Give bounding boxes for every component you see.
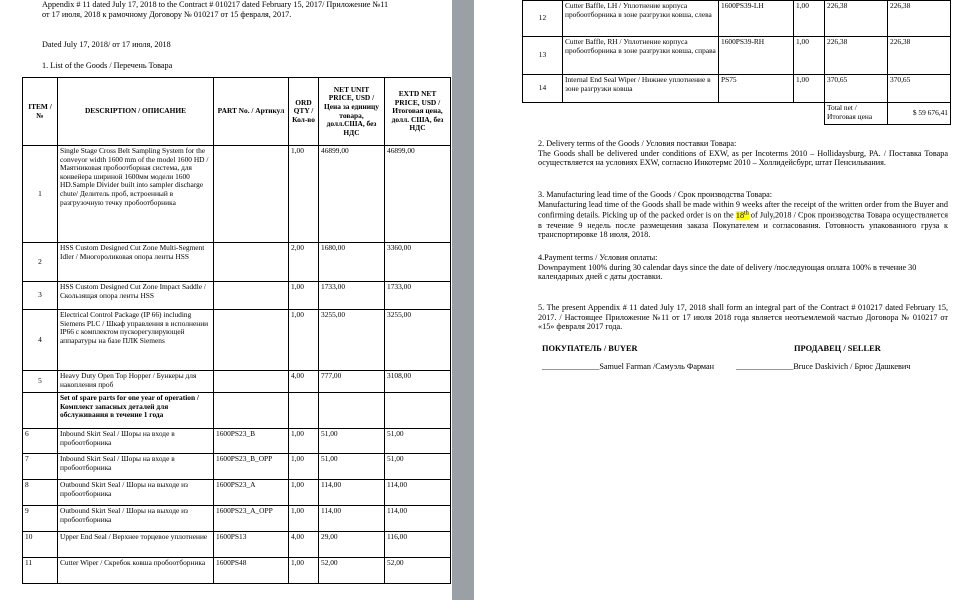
cell-qty: 2,00 bbox=[289, 243, 319, 282]
cell-item: 5 bbox=[23, 371, 58, 393]
cell-qty: 1,00 bbox=[289, 429, 319, 454]
cell-description: HSS Custom Designed Cut Zone Impact Saddle /Скользящая опора ленты HSS bbox=[58, 282, 214, 310]
cell-extd-price: 114,00 bbox=[385, 480, 451, 506]
cell-extd-price: 1733,00 bbox=[385, 282, 451, 310]
cell-unit-price: 114,00 bbox=[319, 480, 385, 506]
table-row bbox=[23, 532, 451, 558]
cell-description: Cutter Wiper / Скребок ковша пробоотборника bbox=[58, 558, 214, 584]
table-row bbox=[523, 37, 951, 75]
col-part-header: PART No. / Артикул bbox=[214, 78, 289, 146]
cell-unit-price: 51,00 bbox=[319, 429, 385, 454]
cell-extd-price: 370,65 bbox=[888, 75, 951, 103]
table-row bbox=[23, 146, 451, 243]
cell-extd-price: 3108,00 bbox=[385, 371, 451, 393]
cell-qty: 1,00 bbox=[794, 1, 825, 37]
cell-item: 10 bbox=[23, 532, 58, 558]
cell-description: Single Stage Cross Belt Sampling System for the conveyor width 1600 mm of the model 1600 HD / Маятниковая пробоотборная система, для конвейера шириной 1600мм модели 1600 HD.Sample Divider built into sampler discharge chute/ Делитель проб, встроенный в разгрузочную течку пробоотборника bbox=[58, 146, 214, 243]
cell-part bbox=[214, 282, 289, 310]
cell-description: Electrical Control Package (IP 66) including Siemens PLC / Шкаф управления в исполнении IP66 с комплектом пускорегулирующей аппаратуры на базе ПЛК Siemens bbox=[58, 310, 214, 371]
table-row bbox=[23, 429, 451, 454]
cell-item: 6 bbox=[23, 429, 58, 454]
goods-table bbox=[22, 77, 451, 584]
delivery-terms-title: 2. Delivery terms of the Goods / Условия поставки Товара: bbox=[538, 139, 737, 148]
cell-item: 14 bbox=[523, 75, 563, 103]
cell-unit-price: 29,00 bbox=[319, 532, 385, 558]
cell-item: 7 bbox=[23, 454, 58, 480]
buyer-label: ПОКУПАТЕЛЬ / BUYER bbox=[542, 344, 638, 353]
cell-description: Internal End Seal Wiper / Нижнее уплотнение в зоне разгрузки ковша bbox=[563, 75, 719, 103]
cell-part: 1600PS23_B_OPP bbox=[214, 454, 289, 480]
cell-part bbox=[214, 146, 289, 243]
cell-qty: 1,00 bbox=[289, 146, 319, 243]
col-unit-price-header: NET UNIT PRICE, USD / Цена за единицу товара, долл.США, без НДС bbox=[319, 78, 385, 146]
cell-description: Outbound Skirt Seal / Шоры на выходе из пробоотборника bbox=[58, 480, 214, 506]
cell-unit-price: 226,38 bbox=[825, 37, 888, 75]
cell-extd-price: 3255,00 bbox=[385, 310, 451, 371]
cell-qty: 4,00 bbox=[289, 532, 319, 558]
list-title: 1. List of the Goods / Перечень Товара bbox=[42, 61, 173, 70]
cell-extd-price: 226,38 bbox=[888, 1, 951, 37]
table-row bbox=[23, 558, 451, 584]
cell-qty: 4,00 bbox=[289, 371, 319, 393]
cell-qty: 1,00 bbox=[794, 75, 825, 103]
cell-description: HSS Custom Designed Cut Zone Multi-Segment Idler / Многороликовая опора ленты HSS bbox=[58, 243, 214, 282]
col-item-header: ITEM / № bbox=[23, 78, 58, 146]
document-page-right bbox=[474, 0, 959, 600]
cell-unit-price: 3255,00 bbox=[319, 310, 385, 371]
table-row bbox=[23, 454, 451, 480]
cell-item: 13 bbox=[523, 37, 563, 75]
cell-extd-price: 52,00 bbox=[385, 558, 451, 584]
spare-parts-heading-row bbox=[23, 393, 451, 429]
buyer-signature-line: ______________Samuel Farman /Самуэль Фарман bbox=[542, 362, 715, 371]
table-row bbox=[23, 371, 451, 393]
payment-terms-title: 4.Payment terms / Условия оплаты: bbox=[538, 253, 658, 262]
cell-extd-price: 116,00 bbox=[385, 532, 451, 558]
table-row bbox=[523, 1, 951, 37]
document-page-left bbox=[0, 0, 452, 600]
lead-time-text-a: Manufacturing lead time of the Goods shall be made within 9 weeks after the receipt of the written order from the Buyer and confirming details. Picking up of the packed order is on the bbox=[538, 199, 948, 220]
cell-part: 1600PS39-LH bbox=[719, 1, 794, 37]
delivery-terms-body: The Goods shall be delivered under conditions of EXW, as per Incoterms 2010 – Hollidaysburg, PA. / Поставка Товара осуществляется на условиях EXW, согласно Инкотермс 2010 – Холлидейсбург, штат Пенсильвания. bbox=[538, 148, 948, 168]
cell-part: 1600PS23_A bbox=[214, 480, 289, 506]
payment-terms-body: Downpayment 100% during 30 calendar days since the date of delivery /последующая оплата 100% в течение 30 календарных дней с даты доставки. bbox=[538, 262, 917, 282]
col-extd-price-header: EXTD NET PRICE, USD / Итоговая цена, долл. США, без НДС bbox=[385, 78, 451, 146]
cell-unit-price: 370,65 bbox=[825, 75, 888, 103]
cell-part: 1600PS23_B bbox=[214, 429, 289, 454]
cell-item: 11 bbox=[23, 558, 58, 584]
cell-qty: 1,00 bbox=[289, 282, 319, 310]
spare-parts-heading: Set of spare parts for one year of operation / Комплект запасных деталей для обслуживания в течение 1 года bbox=[58, 393, 214, 429]
total-label: Total net / Итоговая цена bbox=[825, 103, 888, 125]
payment-terms bbox=[538, 253, 948, 282]
appendix-header-line2: от 17 июля, 2018 к рамочному Договору № 010217 от 15 февраля, 2017. bbox=[42, 9, 292, 19]
cell-extd-price: 51,00 bbox=[385, 454, 451, 480]
cell-part bbox=[214, 310, 289, 371]
col-qty-header: ORD QTY / Кол-во bbox=[289, 78, 319, 146]
cell-extd-price: 51,00 bbox=[385, 429, 451, 454]
cell-item: 1 bbox=[23, 146, 58, 243]
cell-qty: 1,00 bbox=[794, 37, 825, 75]
cell-description: Upper End Seal / Верхнее торцевое уплотнение bbox=[58, 532, 214, 558]
cell-description: Outbound Skirt Seal / Шоры на выходе из пробоотборника bbox=[58, 506, 214, 532]
table-header-row bbox=[23, 78, 451, 146]
cell-description: Inbound Skirt Seal / Шоры на входе в пробоотборника bbox=[58, 454, 214, 480]
cell-description: Cutter Baffle, RH / Уплотнение корпуса пробоотборника в зоне разгрузки ковша, справа bbox=[563, 37, 719, 75]
cell-part: PS75 bbox=[719, 75, 794, 103]
cell-item: 9 bbox=[23, 506, 58, 532]
col-description-header: DESCRIPTION / ОПИСАНИЕ bbox=[58, 78, 214, 146]
cell-qty: 1,00 bbox=[289, 506, 319, 532]
cell-qty: 1,00 bbox=[289, 454, 319, 480]
seller-signature-line: ______________Bruce Daskivich / Брюс Дашкевич bbox=[736, 362, 911, 371]
present-appendix-clause: 5. The present Appendix # 11 dated July 17, 2018 shall form an integral part of the Contract # 010217 dated February 15, 2017. / Настоящее Приложение №11 от 17 июля 2018 года является неотъемлемой частью Договора № 010217 от «15» февраля 2017 года. bbox=[538, 303, 948, 332]
table-row bbox=[23, 243, 451, 282]
cell-qty: 1,00 bbox=[289, 480, 319, 506]
seller-label: ПРОДАВЕЦ / SELLER bbox=[794, 344, 881, 353]
lead-time-text-b: of July,2018 / Срок производства Товара осуществляется в течение 9 недель после размещения заказа Покупателем и согласования. Готовность упакованного груза к транспортировке 18 июля, 2018. bbox=[538, 210, 949, 240]
cell-item: 3 bbox=[23, 282, 58, 310]
cell-extd-price: 226,38 bbox=[888, 37, 951, 75]
cell-part: 1600PS23_A_OPP bbox=[214, 506, 289, 532]
total-value: $ 59 676,41 bbox=[888, 103, 951, 125]
cell-part: 1600PS13 bbox=[214, 532, 289, 558]
table-row bbox=[523, 75, 951, 103]
delivery-terms bbox=[538, 139, 948, 168]
cell-unit-price: 114,00 bbox=[319, 506, 385, 532]
cell-unit-price: 226,38 bbox=[825, 1, 888, 37]
lead-time-title: 3. Manufacturing lead time of the Goods / Срок производства Товара: bbox=[538, 190, 773, 199]
cell-unit-price: 51,00 bbox=[319, 454, 385, 480]
highlighted-date: 18th bbox=[735, 210, 749, 220]
cell-item: 8 bbox=[23, 480, 58, 506]
table-row bbox=[23, 506, 451, 532]
appendix-header-line1: Appendix # 11 dated July 17, 2018 to the Contract # 010217 dated February 15, 2017/ Приложение №11 bbox=[42, 0, 389, 9]
cell-qty: 1,00 bbox=[289, 310, 319, 371]
lead-time-body bbox=[538, 200, 948, 240]
cell-item: 12 bbox=[523, 1, 563, 37]
table-row bbox=[23, 282, 451, 310]
cell-description: Cutter Baffle, LH / Уплотнение корпуса пробоотборника в зоне разгрузки ковша, слева bbox=[563, 1, 719, 37]
cell-unit-price: 1733,00 bbox=[319, 282, 385, 310]
goods-table-continued bbox=[522, 0, 951, 125]
cell-extd-price: 46899,00 bbox=[385, 146, 451, 243]
cell-extd-price: 3360,00 bbox=[385, 243, 451, 282]
cell-unit-price: 777,00 bbox=[319, 371, 385, 393]
cell-qty: 1,00 bbox=[289, 558, 319, 584]
cell-item: 2 bbox=[23, 243, 58, 282]
cell-part: 1600PS48 bbox=[214, 558, 289, 584]
cell-unit-price: 1680,00 bbox=[319, 243, 385, 282]
cell-part: 1600PS39-RH bbox=[719, 37, 794, 75]
cell-part bbox=[214, 243, 289, 282]
table-row bbox=[23, 310, 451, 371]
lead-time bbox=[538, 190, 948, 240]
table-row bbox=[23, 480, 451, 506]
cell-description: Inbound Skirt Seal / Шоры на входе в пробоотборника bbox=[58, 429, 214, 454]
cell-item: 4 bbox=[23, 310, 58, 371]
dated-line: Dated July 17, 2018/ от 17 июля, 2018 bbox=[42, 40, 171, 49]
total-row bbox=[523, 103, 951, 125]
cell-extd-price: 114,00 bbox=[385, 506, 451, 532]
cell-part bbox=[214, 371, 289, 393]
cell-unit-price: 46899,00 bbox=[319, 146, 385, 243]
cell-unit-price: 52,00 bbox=[319, 558, 385, 584]
appendix-header bbox=[42, 0, 452, 19]
cell-description: Heavy Duty Open Top Hopper / Бункеры для накопления проб bbox=[58, 371, 214, 393]
